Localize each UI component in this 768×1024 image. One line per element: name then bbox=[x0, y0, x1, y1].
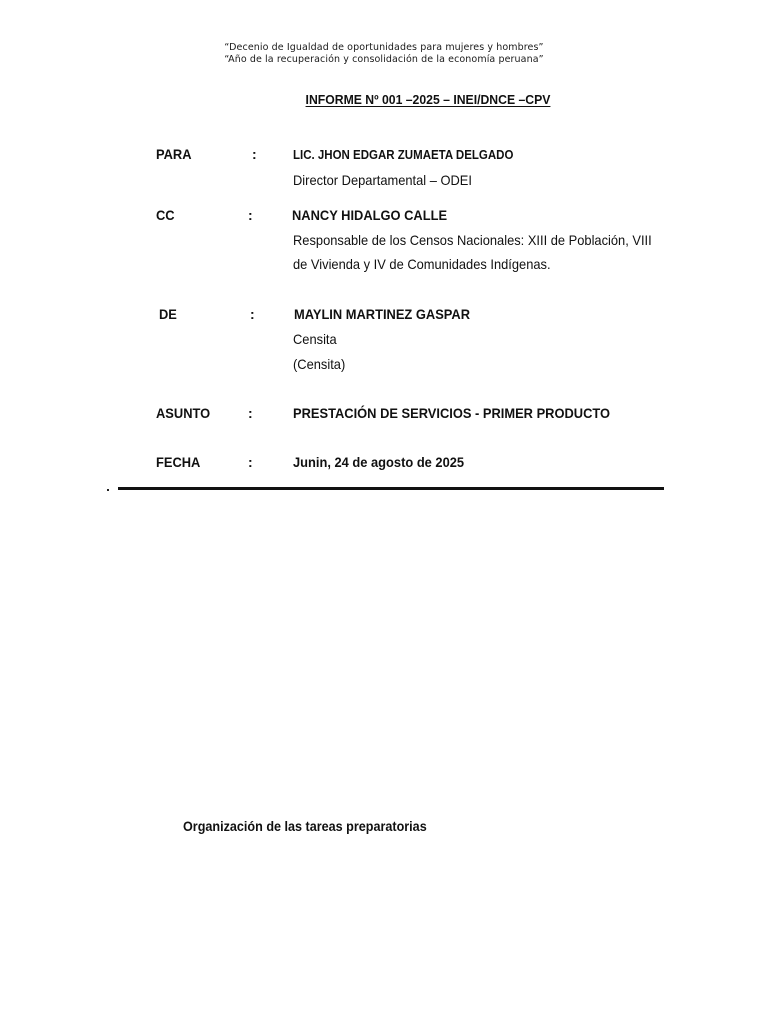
asunto-value: PRESTACIÓN DE SERVICIOS - PRIMER PRODUCTO bbox=[293, 405, 611, 421]
cc-colon: : bbox=[248, 207, 253, 223]
stray-dot bbox=[107, 489, 109, 491]
de-role: Censita bbox=[293, 331, 337, 347]
cc-label: CC bbox=[156, 207, 175, 223]
para-label: PARA bbox=[156, 146, 192, 162]
fecha-value: Junin, 24 de agosto de 2025 bbox=[293, 454, 465, 470]
para-colon: : bbox=[252, 146, 257, 162]
section-heading: Organización de las tareas preparatorias bbox=[183, 818, 427, 834]
para-role: Director Departamental – ODEI bbox=[293, 172, 472, 188]
header-motto-year: “Año de la recuperación y consolidación de la economía peruana” bbox=[224, 54, 544, 65]
cc-name: NANCY HIDALGO CALLE bbox=[292, 207, 448, 223]
header-divider bbox=[118, 487, 664, 490]
cc-role-line-1: Responsable de los Censos Nacionales: XIII de Población, VIII bbox=[293, 232, 652, 248]
asunto-colon: : bbox=[248, 405, 253, 421]
asunto-label: ASUNTO bbox=[156, 405, 211, 421]
header-motto-decade: “Decenio de Igualdad de oportunidades para mujeres y hombres” bbox=[224, 42, 544, 53]
cc-role-line-2: de Vivienda y IV de Comunidades Indígenas. bbox=[293, 256, 551, 272]
para-name: LIC. JHON EDGAR ZUMAETA DELGADO bbox=[293, 148, 514, 162]
fecha-label: FECHA bbox=[156, 454, 201, 470]
de-label: DE bbox=[159, 306, 177, 322]
de-role-paren: (Censita) bbox=[293, 356, 346, 372]
de-name: MAYLIN MARTINEZ GASPAR bbox=[294, 306, 471, 322]
fecha-colon: : bbox=[248, 454, 253, 470]
de-colon: : bbox=[250, 306, 255, 322]
report-title: INFORME Nº 001 –2025 – INEI/DNCE –CPV bbox=[305, 92, 551, 107]
